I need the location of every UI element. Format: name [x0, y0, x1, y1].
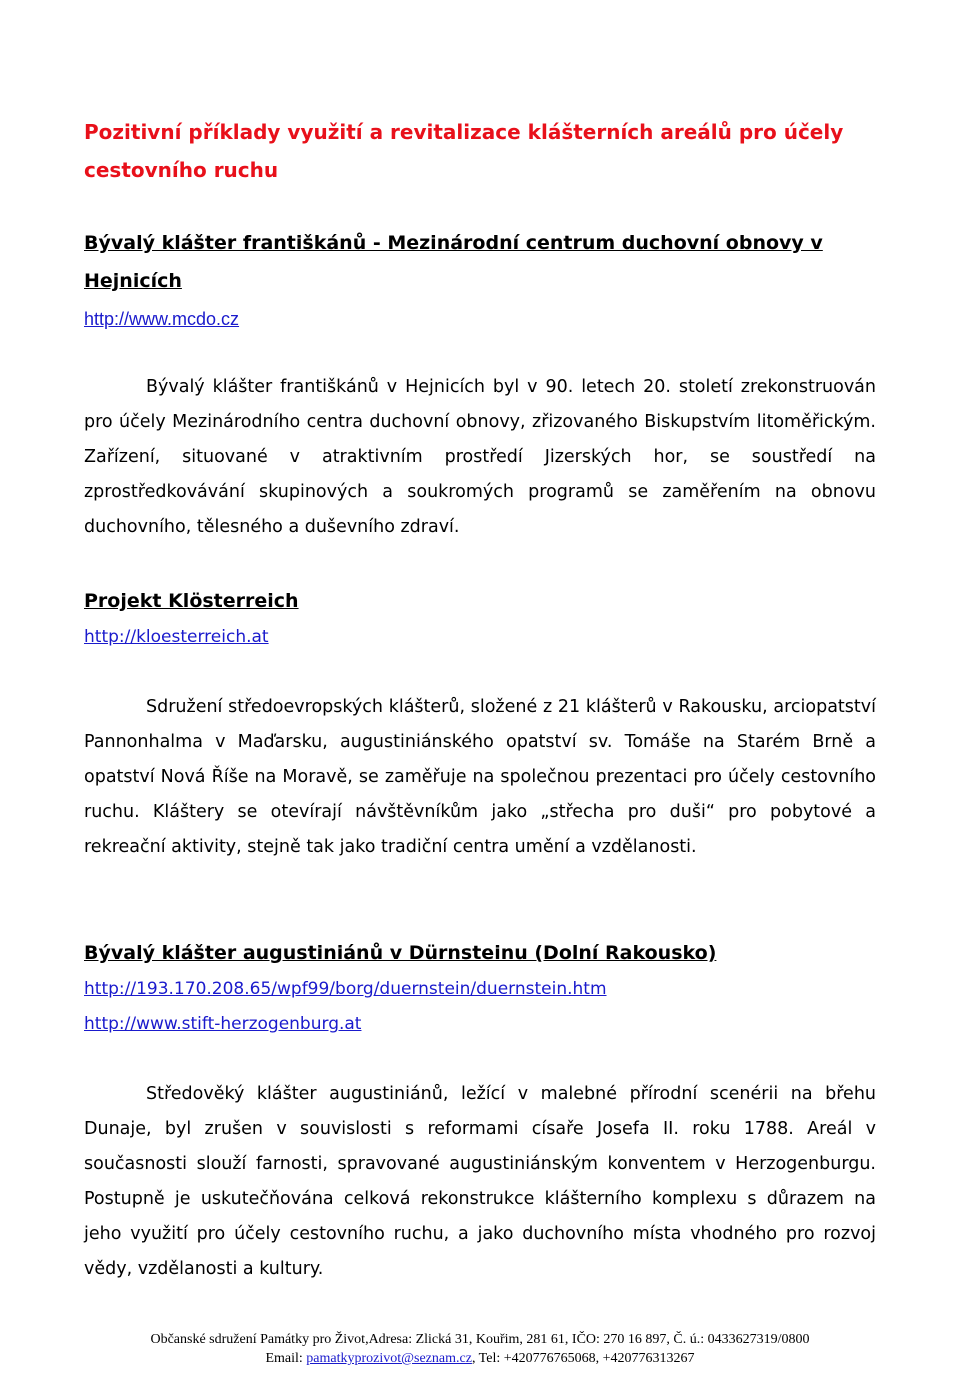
- section-heading-klosterreich: Projekt Klösterreich: [84, 590, 299, 612]
- paragraph-klosterreich: [84, 690, 876, 865]
- footer-contact: [0, 1349, 960, 1368]
- paragraph-durnstein: [84, 1077, 876, 1287]
- paragraph-hejnice: [84, 370, 876, 545]
- section-heading-hejnice: Bývalý klášter františkánů - Mezinárodní centrum duchovní obnovy v Hejnicích: [84, 232, 823, 292]
- link-kloesterreich[interactable]: http://kloesterreich.at: [84, 627, 269, 647]
- footer: [0, 1330, 960, 1368]
- link-mcdo[interactable]: http://www.mcdo.cz: [84, 309, 240, 329]
- footer-phones: , Tel: +420776765068, +420776313267: [471, 1351, 695, 1366]
- paragraph-durnstein-text: Středověký klášter augustiniánů, ležící v malebné přírodní scenérii na břehu Dunaje, byl zrušen v souvislosti s reformami císaře Josefa II. roku 1788. Areál v současnosti slouží farnosti, spravované augustiniánským konventem v Herzogenburgu. Postupně je uskutečňována celková rekonstrukce klášterního komplexu s důrazem na jeho využití pro účely cestovního ruchu, a jako duchovního místa vhodného pro rozvoj vědy, vzdělanosti a kultury.: [84, 1084, 876, 1279]
- document-title: Pozitivní příklady využití a revitalizace klášterních areálů pro účely cestovního ruchu: [84, 120, 844, 182]
- link-herzogenburg[interactable]: http://www.stift-herzogenburg.at: [84, 1014, 362, 1034]
- paragraph-klosterreich-text: Sdružení středoevropských klášterů, složené z 21 klášterů v Rakousku, arciopatství Pannonhalma v Maďarsku, augustiniánského opatství sv. Tomáše na Starém Brně a opatství Nová Říše na Moravě, se zaměřuje na společnou prezentaci pro účely cestovního ruchu. Kláštery se otevírají návštěvníkům jako „střecha pro duši“ pro pobytové a rekreační aktivity, stejně tak jako tradiční centra umění a vzdělanosti.: [84, 697, 876, 857]
- footer-address: Občanské sdružení Památky pro Život,Adresa: Zlická 31, Kouřim, 281 61, IČO: 270 16 897, Č. ú.: 0433627319/0800: [150, 1332, 810, 1347]
- section-heading-durnstein: Bývalý klášter augustiniánů v Dürnsteinu (Dolní Rakousko): [84, 942, 717, 964]
- paragraph-hejnice-text: Bývalý klášter františkánů v Hejnicích byl v 90. letech 20. století zrekonstruován pro účely Mezinárodního centra duchovní obnovy, zřizovaného Biskupstvím litoměřickým. Zařízení, situované v atraktivním prostředí Jizerských hor, se soustředí na zprostředkovávání skupinových a soukromých programů se zaměřením na obnovu duchovního, tělesného a duševního zdraví.: [84, 377, 876, 537]
- link-duernstein[interactable]: http://193.170.208.65/wpf99/borg/duernstein/duernstein.htm: [84, 979, 607, 999]
- footer-email-link[interactable]: pamatkyprozivot@seznam.cz: [306, 1351, 472, 1366]
- footer-email-label: Email:: [265, 1351, 307, 1366]
